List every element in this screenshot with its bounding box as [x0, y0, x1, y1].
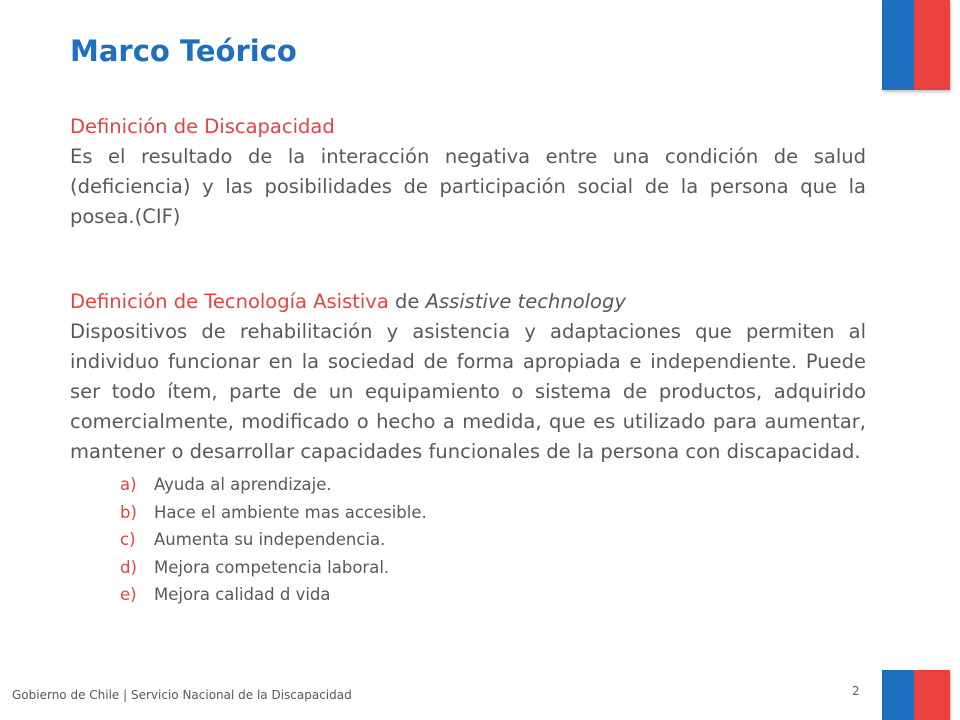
flag-top-decoration [882, 0, 950, 90]
section-spacer [70, 232, 866, 287]
section1-heading: Definición de Discapacidad [70, 115, 335, 138]
section2-heading [70, 287, 866, 317]
list-item-text: Hace el ambiente mas accesible. [154, 502, 427, 522]
list-marker: c) [120, 530, 136, 549]
section1-body: Es el resultado de la interacción negativa entre una condición de salud (deficiencia) y las posibilidades de participación social de la persona que la posea.(CIF) [70, 145, 866, 228]
flag-blue-stripe [882, 670, 914, 720]
list-item-text: Mejora competencia laboral. [154, 557, 390, 577]
section2-heading-term: Definición de Tecnología Asistiva [70, 290, 389, 313]
list-item [120, 526, 866, 554]
benefits-list [70, 471, 866, 609]
list-marker: a) [120, 475, 137, 494]
flag-red-stripe [914, 670, 950, 720]
list-item [120, 499, 866, 527]
list-item-text: Mejora calidad d vida [154, 585, 331, 604]
slide-content [70, 112, 866, 609]
page-number: 2 [852, 684, 860, 698]
list-item [120, 471, 866, 499]
flag-bottom-decoration [882, 670, 950, 720]
flag-blue-stripe [882, 0, 914, 90]
list-item-text: Ayuda al aprendizaje. [154, 475, 332, 494]
list-marker: b) [120, 502, 137, 522]
list-marker: e) [120, 585, 137, 604]
list-item [120, 581, 866, 609]
section2-heading-italic: Assistive technology [425, 290, 626, 313]
slide-title: Marco Teórico [70, 34, 297, 68]
section2-body: Dispositivos de rehabilitación y asistencia y adaptaciones que permiten al individuo funcionar en la sociedad de forma apropiada e independiente. Puede ser todo ítem, parte de un equipamiento o sistema de productos, adquirido comercialmente, modificado o hecho a medida, que es utilizado para aumentar, mantener o desarrollar capacidades funcionales de la persona con discapacidad. [70, 320, 866, 463]
footer-text: Gobierno de Chile | Servicio Nacional de la Discapacidad [12, 688, 352, 702]
section2-heading-connector: de [388, 290, 426, 313]
flag-red-stripe [914, 0, 950, 90]
list-item-text: Aumenta su independencia. [154, 530, 386, 549]
list-marker: d) [120, 557, 137, 577]
list-item [120, 554, 866, 582]
